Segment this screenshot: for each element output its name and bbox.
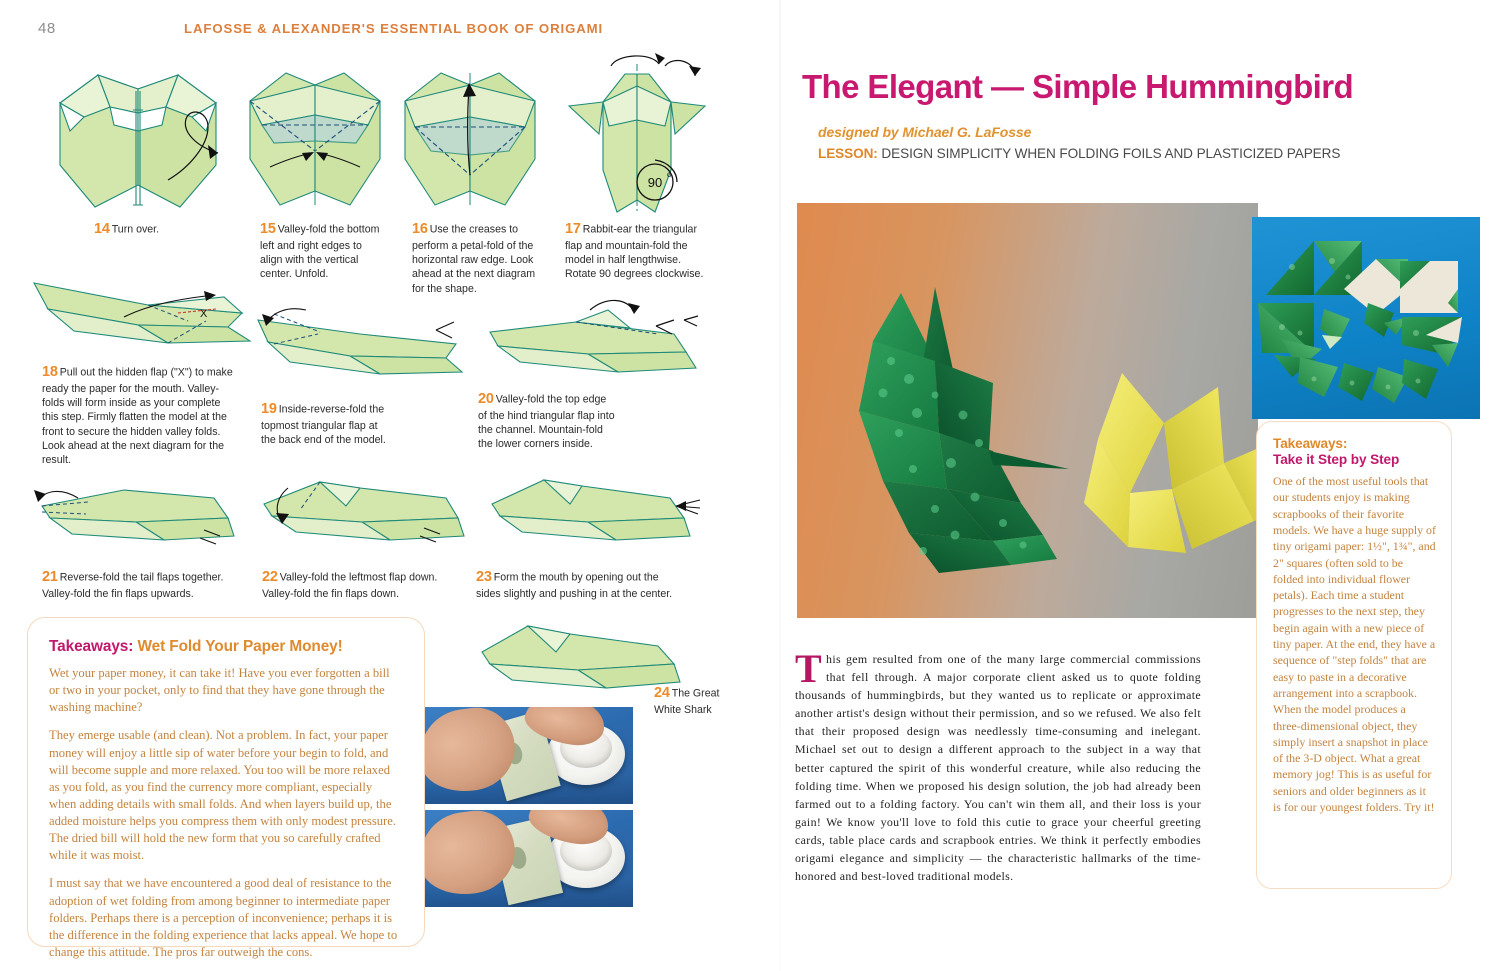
step-caption-15 <box>260 220 382 282</box>
takeaways-right-heading <box>1273 436 1436 468</box>
step-number: 24 <box>654 685 670 701</box>
step-caption-23 <box>476 568 676 601</box>
page-title: The Elegant — Simple Hummingbird <box>802 68 1354 105</box>
step-number: 19 <box>261 401 277 417</box>
lesson-text: DESIGN SIMPLICITY WHEN FOLDING FOILS AND PLASTICIZED PAPERS <box>881 146 1341 161</box>
money-photo-2 <box>425 810 633 907</box>
diagram-step-16 <box>395 55 545 215</box>
takeaways-box-left <box>27 617 425 959</box>
step-number: 22 <box>262 569 278 585</box>
step-text: Use the creases to perform a petal-fold of the horizontal raw edge. Look ahead at the next diagram for the shape. <box>412 223 536 295</box>
step-folds-inset-photo <box>1252 217 1480 419</box>
step-caption-19 <box>261 400 391 447</box>
takeaways-left-body <box>49 665 402 961</box>
step-text: The Great White Shark <box>654 687 720 717</box>
step-text: Valley-fold the leftmost flap down. Valley-fold the fin flaps down. <box>262 571 438 601</box>
step-number: 15 <box>260 221 276 237</box>
diagram-step-14 <box>40 55 235 215</box>
step-text: Valley-fold the top edge of the hind triangular flap into the channel. Mountain-fold the lower corners inside. <box>478 393 615 451</box>
step-text: Valley-fold the bottom left and right edges to align with the vertical center. Unfold. <box>260 223 380 281</box>
takeaways-right-label: Takeaways: <box>1273 436 1348 451</box>
money-photo-2-content <box>425 810 633 907</box>
step-text: Turn over. <box>111 223 160 236</box>
article-body <box>795 646 1201 885</box>
step-caption-22 <box>262 568 458 601</box>
step-caption-18 <box>42 363 238 467</box>
step-text: Inside-reverse-fold the topmost triangular flap at the back end of the model. <box>261 403 386 447</box>
drop-cap: T <box>795 646 823 691</box>
origami-hummingbird <box>843 283 1073 583</box>
step-text: Rabbit-ear the triangular flap and mountain-fold the model in half lengthwise. Rotate 90 degrees clockwise. <box>565 223 704 281</box>
diagram-step-15 <box>240 55 390 215</box>
takeaways-right-body: One of the most useful tools that our students enjoy is making scrapbooks of their favorite models. We have a huge supply of tiny origami paper: 1½", 1¾", and 2" squares (often sold to be folded into individual flower petals). Each time a student progresses to the next step, they begin again with a new piece of tiny paper. At the end, they have a sequence of "step folds" that are easy to paste in a decorative arrangement into a scrapbook. When the model produces a three-dimensional object, they simply insert a snapshot in place of the 3-D object. What a great memory jog! This is as useful for seniors and older beginners as it is for our youngest folders. Try it! <box>1273 474 1436 814</box>
takeaways-box-right <box>1256 421 1452 889</box>
step-number: 17 <box>565 221 581 237</box>
takeaways-left-paragraph: Wet your paper money, it can take it! Have you ever forgotten a bill or two in your pocket, only to find that they have gone through the washing machine? <box>49 666 390 715</box>
takeaways-left-paragraph: They emerge usable (and clean). Not a problem. In fact, your paper money will enjoy a little sip of water before your begin to fold, and will become supple and more relaxed. You too will be more relaxed as you fold, as you find the currency more compliant, especially when adding details with small folds. And when layers build up, the added moisture helps you compress them with only modest pressure. The dried bill will hold the new form that you so carefully crafted while it was moist. <box>49 728 396 863</box>
designer-credit: designed by Michael G. LaFosse <box>818 124 1032 140</box>
takeaways-left-paragraph: I must say that we have encountered a good deal of resistance to the adoption of wet folding from among beginner to intermediate paper folders. Perhaps there is a perception of inconvenience; perhaps it is the difference in the folding experience that lacks appeal. We hope to change this attitude. The pros far outweigh the cons. <box>49 876 398 959</box>
step-number: 23 <box>476 569 492 585</box>
origami-pieces <box>1252 217 1480 419</box>
step-caption-20 <box>478 390 618 452</box>
svg-text:90: 90 <box>647 175 663 190</box>
page-number: 48 <box>38 20 56 37</box>
step-number: 20 <box>478 391 494 407</box>
diagram-step-23 <box>478 464 708 560</box>
step-caption-21 <box>42 568 242 601</box>
origami-lily-flower <box>1068 353 1258 573</box>
step-text: Form the mouth by opening out the sides slightly and pushing in at the center. <box>476 571 673 601</box>
lesson-line <box>818 146 1340 161</box>
diagram-step-19 <box>250 300 470 388</box>
step-number: 21 <box>42 569 58 585</box>
article-body-text: his gem resulted from one of the many large commercial commissions that fell through. A major corporate client asked us to quote folding thousands of hummingbirds, but they wanted us to replicate or approximate another artist's design without their permission, and so we refused. We also felt that their proposed design was needlessly time-consuming and inelegant. Michael set out to design a different approach to the subject in a way that better captured the spirit of this wonderful creature, while also reducing the folding time. When we proposed his design solution, the job had already been farmed out to a folding factory. You can't win them all, and their loss is your gain! We know you'll love to fold this cutie to grace your cheerful greeting cards, table place cards and scrapbook entries. We think it perfectly embodies origami elegance and simplicity — the characteristic hallmarks of the time-honored and best-loved traditional models. <box>795 652 1201 884</box>
svg-text:X: X <box>200 308 208 320</box>
book-title: LAFOSSE & ALEXANDER'S ESSENTIAL BOOK OF ORIGAMI <box>184 21 604 36</box>
step-caption-16 <box>412 220 537 296</box>
diagram-step-21 <box>28 468 243 560</box>
svg-text:o: o <box>667 170 672 179</box>
step-caption-17 <box>565 220 705 282</box>
step-number: 14 <box>94 221 110 237</box>
page-gutter <box>779 0 781 971</box>
step-text: Reverse-fold the tail flaps together. Valley-fold the fin flaps upwards. <box>42 571 224 601</box>
step-text: Pull out the hidden flap ("X") to make ready the paper for the mouth. Valley-folds will form inside as your complete this step. Firmly flatten the model at the front to secure the hidden valley folds. Look ahead at the next diagram for the result. <box>42 366 233 466</box>
step-caption-14 <box>94 220 244 239</box>
step-number: 18 <box>42 364 58 380</box>
takeaways-left-title: Wet Fold Your Paper Money! <box>137 638 343 655</box>
takeaways-right-title: Take it Step by Step <box>1273 452 1400 468</box>
money-photo-1-content <box>425 707 633 804</box>
money-photo-1 <box>425 707 633 804</box>
step-number: 16 <box>412 221 428 237</box>
lesson-label: LESSON: <box>818 146 878 161</box>
takeaways-left-heading <box>49 638 402 656</box>
step-caption-24 <box>654 684 724 717</box>
hummingbird-photo <box>797 203 1258 618</box>
diagram-step-18 <box>28 265 258 355</box>
diagram-step-22 <box>250 464 475 560</box>
diagram-step-20 <box>478 298 713 390</box>
diagram-step-17 <box>555 50 715 220</box>
takeaways-left-label: Takeaways: <box>49 638 134 655</box>
running-head <box>38 20 742 42</box>
